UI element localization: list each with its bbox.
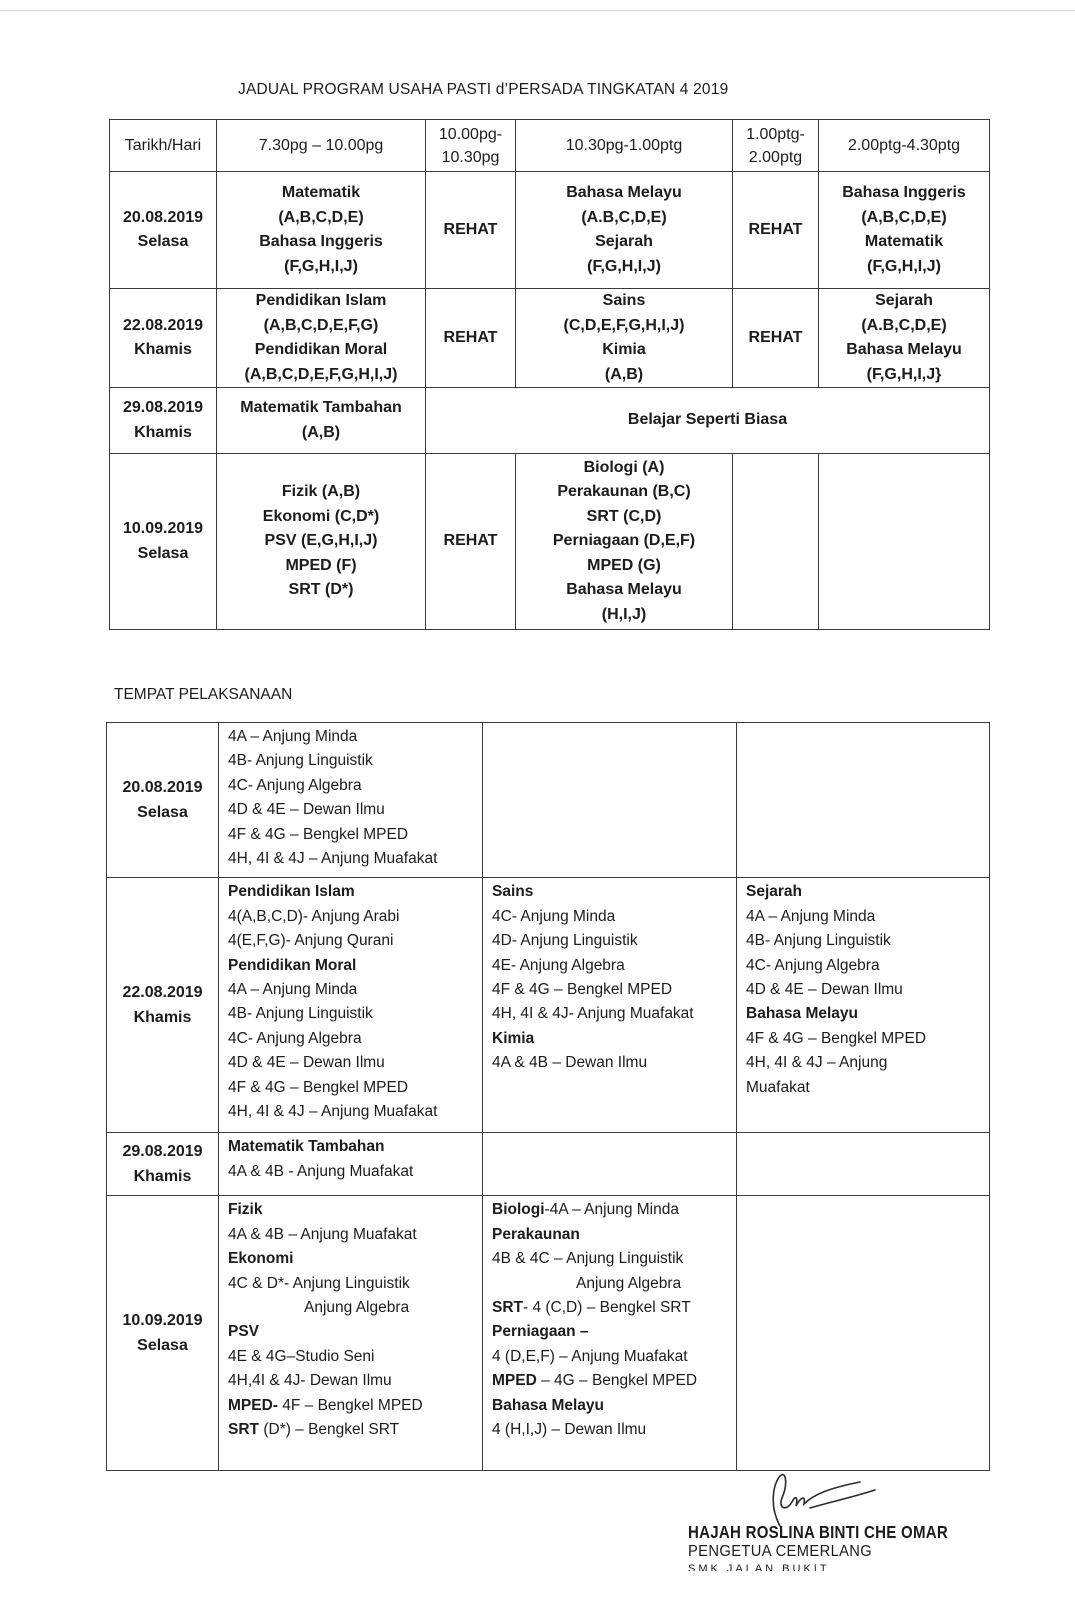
signatory-name: HAJAH ROSLINA BINTI CHE OMAR	[688, 1522, 949, 1542]
subject-cell: Matematik Tambahan (A,B)	[217, 388, 426, 454]
regular-class-cell: Belajar Seperti Biasa	[426, 388, 990, 454]
schedule-header-row	[110, 120, 990, 172]
header-slot-2: 10.30pg-1.00ptg	[516, 120, 733, 172]
break-cell: REHAT	[733, 289, 819, 388]
empty-cell	[737, 1196, 990, 1471]
date-cell: 29.08.2019 Khamis	[107, 1133, 219, 1196]
venue-cell: Biologi-4A – Anjung Minda Perakaunan 4B & 4C – Anjung Linguistik Anjung Algebra SRT- 4 (C,D) – Bengkel SRT Perniagaan – 4 (D,E,F) – Anjung Muafakat MPED – 4G – Bengkel MPED Bahasa Melayu 4 (H,I,J) – Dewan Ilmu	[483, 1196, 737, 1471]
venue-table	[106, 722, 990, 1471]
subject-cell: Bahasa Melayu (A.B,C,D,E) Sejarah (F,G,H,I,J)	[516, 172, 733, 289]
venue-row	[107, 1133, 990, 1196]
signatory-school: SMK JALAN BUKIT	[688, 1563, 830, 1571]
venue-cell: Matematik Tambahan 4A & 4B - Anjung Muafakat	[219, 1133, 483, 1196]
venue-cell: Sains 4C- Anjung Minda 4D- Anjung Linguistik 4E- Anjung Algebra 4F & 4G – Bengkel MPED 4H, 4I & 4J- Anjung Muafakat Kimia 4A & 4B – Dewan Ilmu	[483, 878, 737, 1133]
subject-cell: Bahasa Inggeris (A,B,C,D,E) Matematik (F,G,H,I,J)	[819, 172, 990, 289]
date-cell: 10.09.2019 Selasa	[110, 454, 217, 630]
date-cell: 22.08.2019 Khamis	[110, 289, 217, 388]
venue-row	[107, 723, 990, 878]
empty-cell	[483, 1133, 737, 1196]
header-slot-3: 2.00ptg-4.30ptg	[819, 120, 990, 172]
empty-cell	[733, 454, 819, 630]
break-cell: REHAT	[426, 454, 516, 630]
venue-row	[107, 878, 990, 1133]
subject-cell: Fizik (A,B) Ekonomi (C,D*) PSV (E,G,H,I,J) MPED (F) SRT (D*)	[217, 454, 426, 630]
venue-row	[107, 1196, 990, 1471]
scan-edge-line	[0, 10, 1075, 11]
venue-cell: Sejarah 4A – Anjung Minda 4B- Anjung Linguistik 4C- Anjung Algebra 4D & 4E – Dewan Ilmu Bahasa Melayu 4F & 4G – Bengkel MPED 4H, 4I & 4J – Anjung Muafakat	[737, 878, 990, 1133]
schedule-row	[110, 289, 990, 388]
empty-cell	[737, 723, 990, 878]
header-slot-1: 7.30pg – 10.00pg	[217, 120, 426, 172]
venue-cell: 4A – Anjung Minda 4B- Anjung Linguistik 4C- Anjung Algebra 4D & 4E – Dewan Ilmu 4F & 4G – Bengkel MPED 4H, 4I & 4J – Anjung Muafakat	[219, 723, 483, 878]
venue-cell: Fizik 4A & 4B – Anjung Muafakat Ekonomi 4C & D*- Anjung Linguistik Anjung Algebra PSV 4E & 4G–Studio Seni 4H,4I & 4J- Dewan Ilmu MPED- 4F – Bengkel MPED SRT (D*) – Bengkel SRT	[219, 1196, 483, 1471]
empty-cell	[483, 723, 737, 878]
date-cell: 20.08.2019 Selasa	[107, 723, 219, 878]
empty-cell	[737, 1133, 990, 1196]
header-date: Tarikh/Hari	[110, 120, 217, 172]
break-cell: REHAT	[426, 172, 516, 289]
header-break-2: 1.00ptg- 2.00ptg	[733, 120, 819, 172]
venue-section-title: TEMPAT PELAKSANAAN	[114, 686, 293, 703]
schedule-table	[109, 119, 990, 630]
schedule-row	[110, 454, 990, 630]
subject-cell: Biologi (A) Perakaunan (B,C) SRT (C,D) Perniagaan (D,E,F) MPED (G) Bahasa Melayu (H,I,J)	[516, 454, 733, 630]
date-cell: 29.08.2019 Khamis	[110, 388, 217, 454]
venue-cell: Pendidikan Islam 4(A,B,C,D)- Anjung Arabi 4(E,F,G)- Anjung Qurani Pendidikan Moral 4A – Anjung Minda 4B- Anjung Linguistik 4C- Anjung Algebra 4D & 4E – Dewan Ilmu 4F & 4G – Bengkel MPED 4H, 4I & 4J – Anjung Muafakat	[219, 878, 483, 1133]
schedule-row	[110, 388, 990, 454]
subject-cell: Pendidikan Islam (A,B,C,D,E,F,G) Pendidikan Moral (A,B,C,D,E,F,G,H,I,J)	[217, 289, 426, 388]
empty-cell	[819, 454, 990, 630]
subject-cell: Sains (C,D,E,F,G,H,I,J) Kimia (A,B)	[516, 289, 733, 388]
date-cell: 10.09.2019 Selasa	[107, 1196, 219, 1471]
header-break-1: 10.00pg- 10.30pg	[426, 120, 516, 172]
signatory-title: PENGETUA CEMERLANG	[688, 1543, 873, 1560]
subject-cell: Matematik (A,B,C,D,E) Bahasa Inggeris (F,G,H,I,J)	[217, 172, 426, 289]
date-cell: 20.08.2019 Selasa	[110, 172, 217, 289]
subject-cell: Sejarah (A.B,C,D,E) Bahasa Melayu (F,G,H,I,J}	[819, 289, 990, 388]
break-cell: REHAT	[426, 289, 516, 388]
date-cell: 22.08.2019 Khamis	[107, 878, 219, 1133]
break-cell: REHAT	[733, 172, 819, 289]
schedule-row	[110, 172, 990, 289]
document-title: JADUAL PROGRAM USAHA PASTI d’PERSADA TINGKATAN 4 2019	[238, 81, 729, 98]
